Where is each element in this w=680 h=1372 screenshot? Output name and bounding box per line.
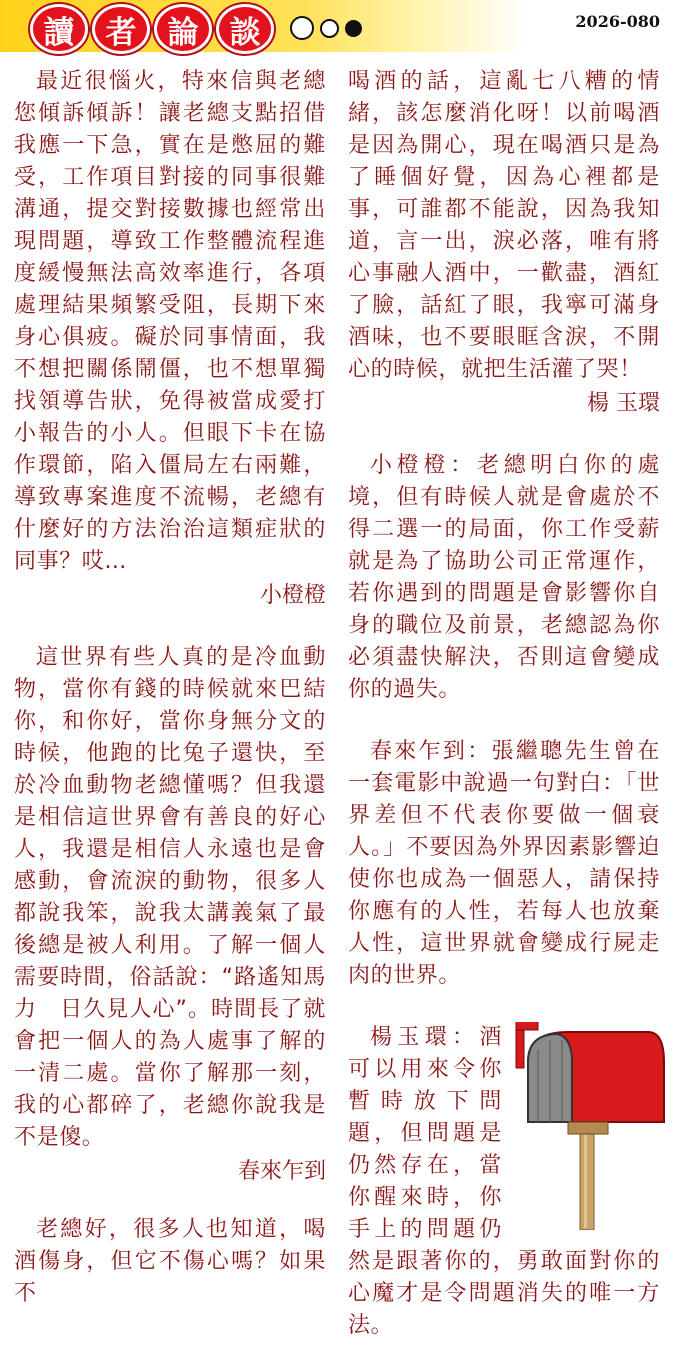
- reply-text: 春來乍到：張繼聰先生曾在一套電影中說過一句對白：「世界差但不代表你要做一個衰人。」不要因為外界因素影響迫使你也成為一個惡人，請保持你應有的人性，若每人也放棄人性，這世界就會變成行屍走肉的世界。: [348, 739, 660, 988]
- right-column: [348, 66, 660, 1372]
- title-char: 讀: [30, 4, 88, 54]
- mailbox-illustration: [508, 1022, 668, 1230]
- dot-icon: [290, 16, 314, 40]
- issue-number: 2026-080: [575, 12, 660, 31]
- letter-signature: 楊 玉環: [587, 391, 660, 416]
- reply-yangyuhuan: [348, 1022, 660, 1342]
- letter-yangyuhuan-start: [14, 1214, 326, 1310]
- title-char: 者: [92, 4, 150, 54]
- dot-icon: [345, 20, 362, 37]
- letter-text: 最近很惱火，特來信與老總您傾訴傾訴！讓老總支點招借我應一下急，實在是憋屈的難受，工作項目對接的同事很難溝通，提交對接數據也經常出現問題，導致工作整體流程進度緩慢無法高效率進行，各項處理結果頻繁受阻，長期下來身心俱疲。礙於同事情面，我不想把關係鬧僵，也不想單獨找領導告狀，免得被當成愛打小報告的小人。但眼下卡在協作環節，陷入僵局左右兩難，導致專案進度不流暢，老總有什麼好的方法治治這類症狀的同事？哎…: [14, 69, 326, 574]
- letter-chunlaizhadao: [14, 642, 326, 1188]
- letter-signature: 小橙橙: [259, 583, 326, 608]
- letter-signature: 春來乍到: [237, 1159, 326, 1184]
- reply-chunlaizhadao: [348, 736, 660, 992]
- reply-text: 小橙橙：老總明白你的處境，但有時候人就是會處於不得二選一的局面，你工作受薪就是為了協助公司正常運作，若你遇到的問題是會影響你自身的職位及前景，老總認為你必須盡快解決，否則這會變成你的過失。: [348, 453, 660, 702]
- title-char: 論: [154, 4, 212, 54]
- title-char: 談: [216, 4, 274, 54]
- letter-xiaochengcheng: [14, 66, 326, 612]
- reply-text: [348, 1022, 660, 1342]
- reply-xiaochengcheng: [348, 450, 660, 706]
- decorative-dots: [290, 16, 362, 40]
- reply-text-content: 楊玉環：酒可以用來令你暫時放下問題，但問題是仍然存在，當你醒來時，你手上的問題仍然是跟著你的，勇敢面對你的心魔才是令問題消失的唯一方法。: [348, 1025, 660, 1338]
- letter-text: 這世界有些人真的是冷血動物，當你有錢的時候就來巴結你，和你好，當你身無分文的時候，他跑的比兔子還快，至於冷血動物老總懂嗎？但我還是相信這世界會有善良的好心人，我還是相信人永遠也是會感動，會流淚的動物，很多人都說我笨，說我太講義氣了最後總是被人利用。了解一個人需要時間，俗話說：“路遙知馬力 日久見人心”。時間長了就會把一個人的為人處事了解的一清二處。當你了解那一刻，我的心都碎了，老總你說我是不是傻。: [14, 645, 326, 1150]
- dot-icon: [320, 19, 339, 38]
- column-title: [30, 4, 274, 54]
- letter-yangyuhuan-cont: [348, 66, 660, 420]
- left-column: [14, 66, 326, 1340]
- letter-text: 喝酒的話，這亂七八糟的情緒，該怎麼消化呀！以前喝酒是因為開心，現在喝酒只是為了睡個好覺，因為心裡都是事，可誰都不能說，因為我知道，言一出，淚必落，唯有將心事融人酒中，一歡盡，酒紅了臉，話紅了眼，我寧可滿身酒味，也不要眼眶含淚，不開心的時候，就把生活灌了哭！: [348, 69, 660, 382]
- letter-text: 老總好，很多人也知道，喝酒傷身，但它不傷心嗎？如果不: [14, 1217, 326, 1306]
